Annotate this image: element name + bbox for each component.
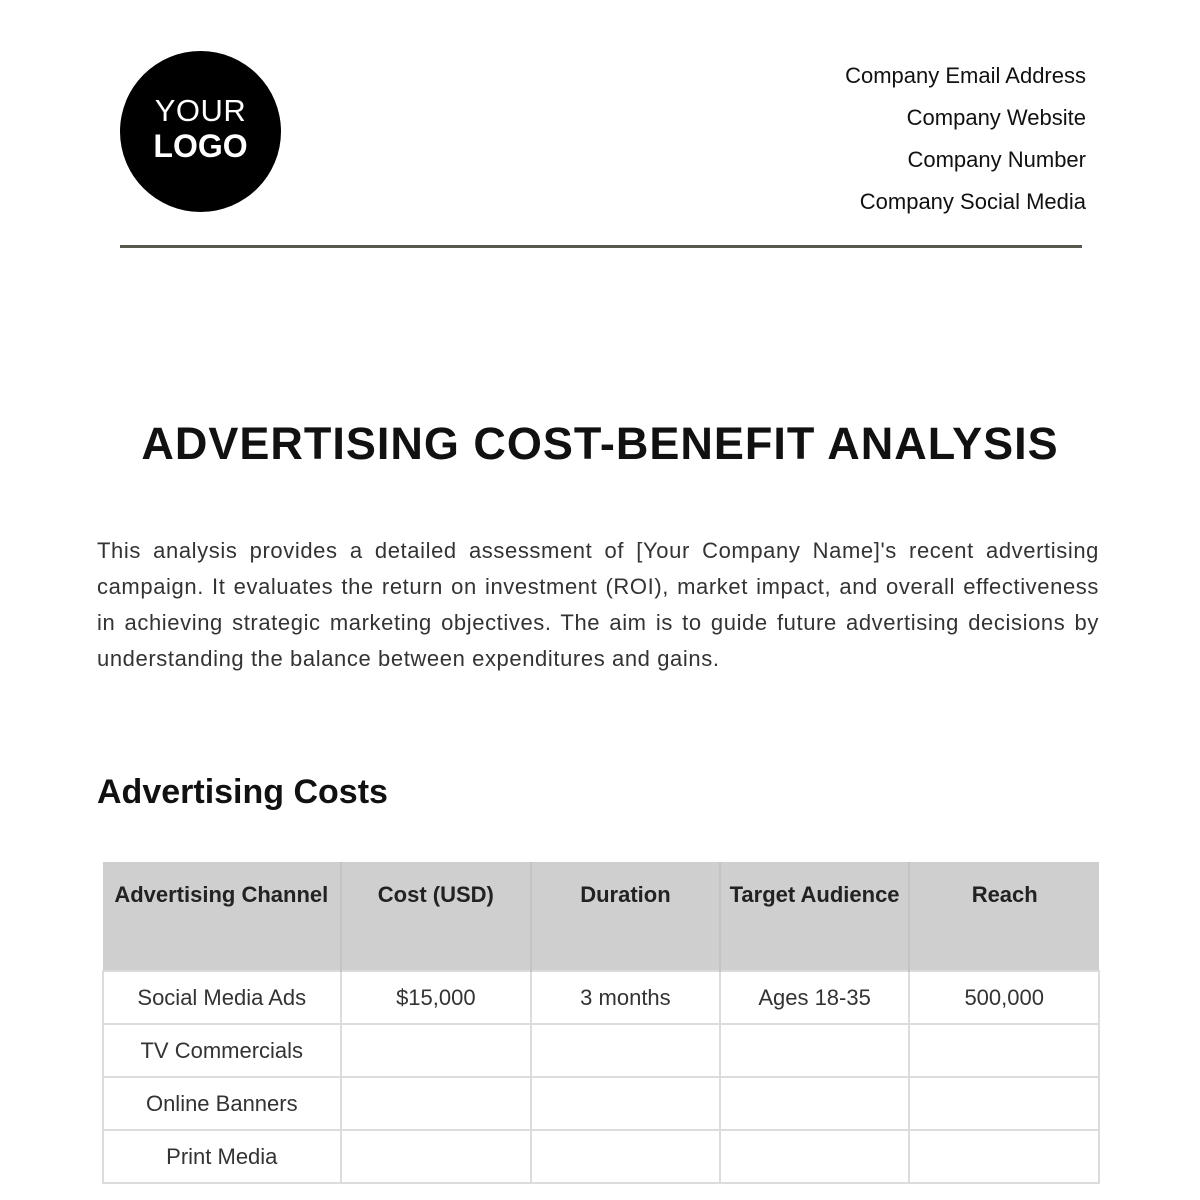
table-cell: 500,000 — [909, 971, 1099, 1024]
document-title: ADVERTISING COST-BENEFIT ANALYSIS — [141, 418, 1059, 469]
table-cell: Ages 18-35 — [720, 971, 910, 1024]
table-cell — [909, 1077, 1099, 1130]
table-cell: Print Media — [103, 1130, 341, 1183]
company-website: Company Website — [906, 105, 1086, 130]
company-social-media: Company Social Media — [859, 189, 1086, 214]
table-row — [103, 1024, 1099, 1077]
table-cell — [531, 1130, 720, 1183]
table-cell — [909, 1024, 1099, 1077]
company-email: Company Email Address — [845, 63, 1086, 88]
column-header: Advertising Channel — [103, 862, 341, 971]
table-cell: 3 months — [531, 971, 720, 1024]
table-cell — [341, 1024, 532, 1077]
table-cell — [341, 1077, 532, 1130]
column-header: Target Audience — [720, 862, 910, 971]
table-cell — [720, 1024, 910, 1077]
table-row — [103, 1130, 1099, 1183]
table-header-row — [103, 862, 1099, 971]
table-cell — [531, 1024, 720, 1077]
column-header: Duration — [531, 862, 720, 971]
logo-line-1: YOUR — [154, 93, 247, 128]
table-row — [103, 971, 1099, 1024]
intro-paragraph: This analysis provides a detailed assessment of [Your Company Name]'s recent advertising campaign. It evaluates the return on investment (ROI), market impact, and overall effectiveness in achieving strategic marketing objectives. The aim is to guide future advertising decisions by understanding the balance between expenditures and gains. — [97, 538, 1099, 671]
column-header: Reach — [909, 862, 1099, 971]
table-row — [103, 1077, 1099, 1130]
table-cell — [341, 1130, 532, 1183]
company-number: Company Number — [907, 147, 1086, 172]
section-heading: Advertising Costs — [97, 773, 388, 811]
table-cell — [720, 1130, 910, 1183]
column-header: Cost (USD) — [341, 862, 532, 971]
table-cell — [909, 1130, 1099, 1183]
table-cell — [720, 1077, 910, 1130]
header-divider — [120, 245, 1082, 248]
advertising-costs-table — [102, 862, 1100, 1184]
table-cell: $15,000 — [341, 971, 532, 1024]
table-cell: Online Banners — [103, 1077, 341, 1130]
table-cell: Social Media Ads — [103, 971, 341, 1024]
company-logo — [120, 51, 281, 212]
table-cell — [531, 1077, 720, 1130]
logo-line-2: LOGO — [153, 128, 248, 164]
table-cell: TV Commercials — [103, 1024, 341, 1077]
company-contact-block — [845, 55, 1086, 223]
